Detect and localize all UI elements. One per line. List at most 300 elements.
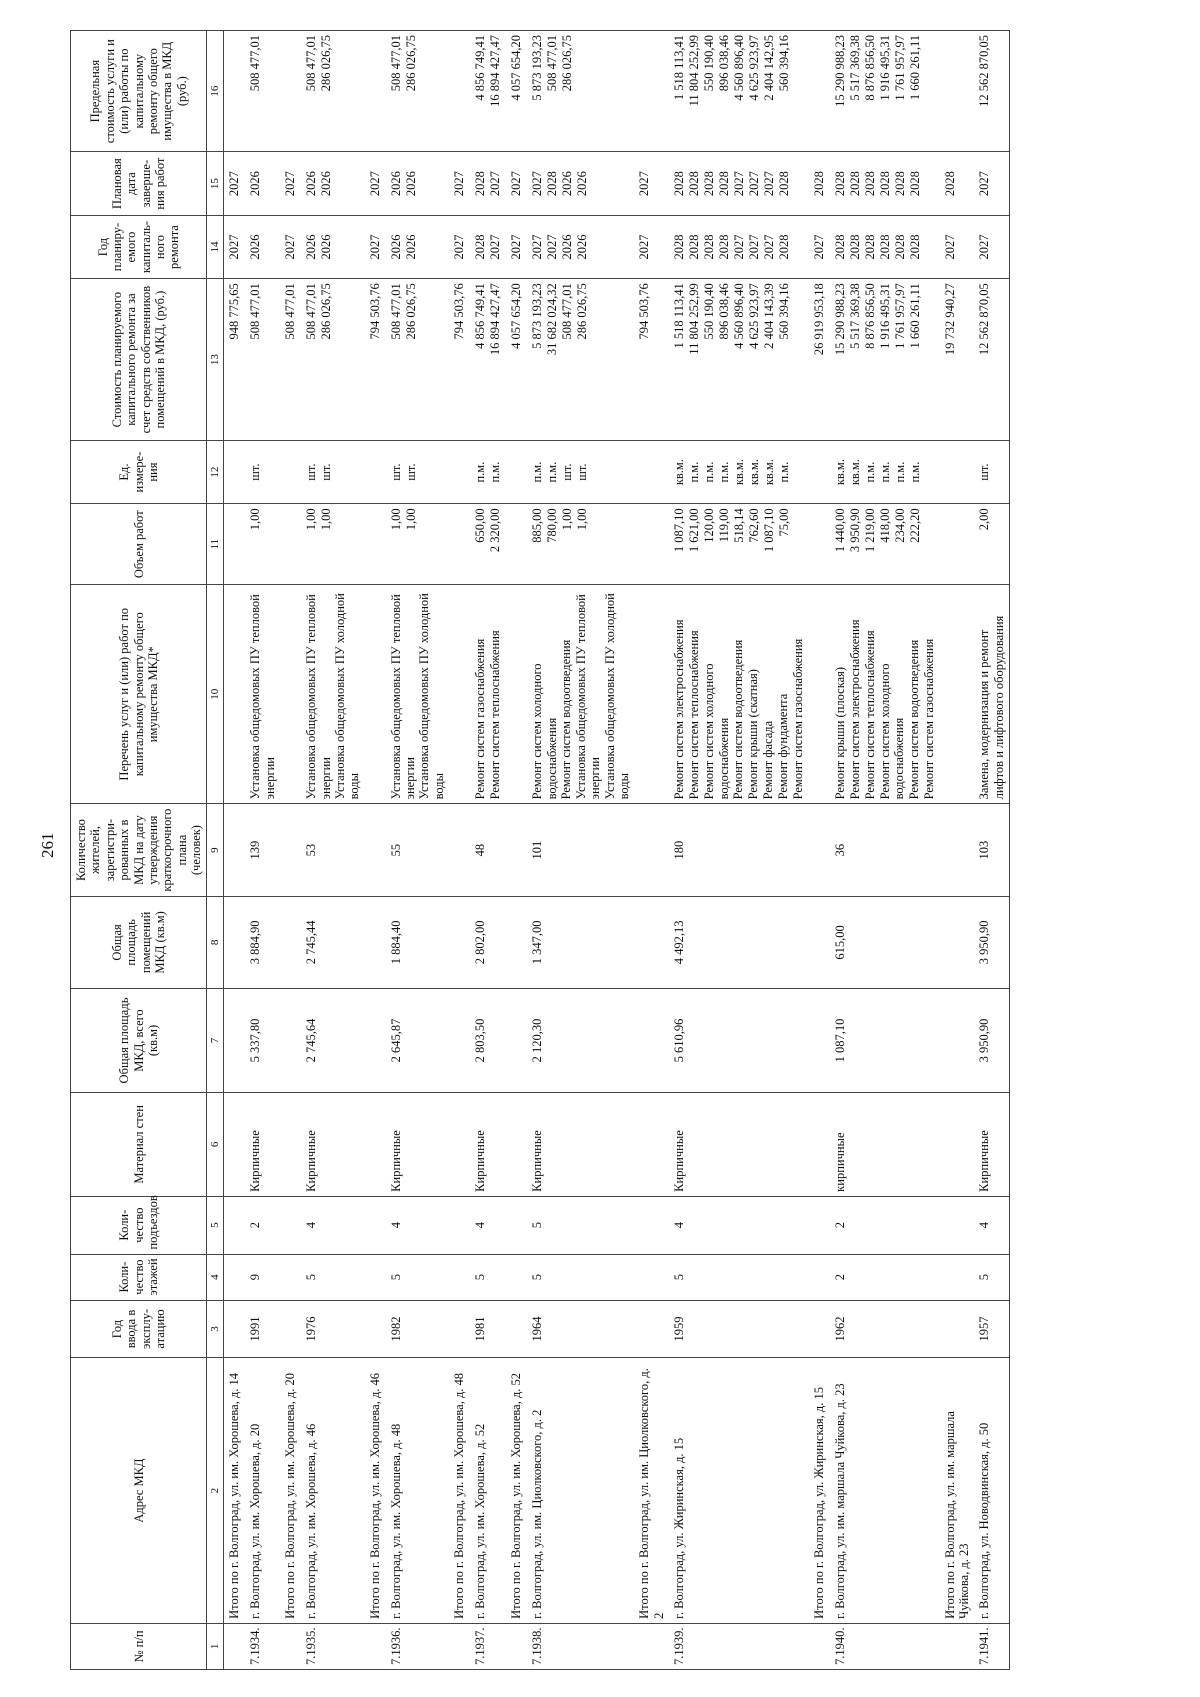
year-built-cell: 1957 [974,1300,1009,1358]
unit-cell-line: п.м. [545,461,560,483]
wall-material-cell [449,1092,470,1196]
limit-cost-cell [506,31,527,152]
cost-cell [527,279,634,441]
unit-cell-line: п.м. [702,461,717,483]
living-area-cell: 1 884,40 [386,896,450,988]
residents-cell: 48 [470,804,506,896]
completion-date-cell [301,152,365,215]
completion-date-cell-line: 2026 [319,171,334,197]
address-cell [449,1358,470,1623]
completion-date-cell [245,152,280,215]
total-area-cell [809,989,830,1093]
limit-cost-cell-line: 4 856 749,41 [473,35,488,101]
cost-cell-line: 5 873 193,23 [530,283,545,349]
residents-cell [940,804,975,896]
works-cell [301,585,365,804]
unit-cell [386,440,450,503]
address-cell [245,1358,280,1623]
living-area-cell [506,896,527,988]
subtotal-row [449,31,470,1670]
limit-cost-cell-line: 12 562 870,05 [977,35,992,107]
row-number [449,1623,470,1669]
repair-year-cell-line: 2028 [672,234,687,260]
volume-cell [365,504,386,585]
limit-cost-cell-line: 1 660 261,11 [907,35,922,101]
address-cell-line: Итого по г. Волгоград, ул. им. Хорошева, д. 20 [283,1372,298,1619]
total-area-cell [365,989,386,1093]
header-cell: Перечень услуг и (или) работ по капитальному ремонту общего имущества МКД* [71,585,207,804]
wall-material-cell [224,1092,246,1196]
cost-cell-line: 508 477,01 [304,283,319,340]
address-cell [301,1358,365,1623]
unit-cell [940,440,975,503]
cost-cell-line: 1 660 261,11 [907,283,922,349]
rotated-table-container [70,30,1200,1670]
address-cell [224,1358,246,1623]
floors-cell: 9 [245,1254,280,1300]
repair-year-cell [634,215,669,278]
volume-cell-line: 780,00 [545,508,560,543]
works-cell [809,585,830,804]
column-number: 15 [207,152,224,215]
row-number [365,1623,386,1669]
volume-cell-line: 1 621,00 [687,508,702,553]
works-cell-line: Ремонт систем теплоснабжения [862,630,877,800]
column-number: 4 [207,1254,224,1300]
volume-cell-line: 1,00 [560,508,575,531]
total-area-cell [634,989,669,1093]
header-cell: Ед. измере-ния [71,440,207,503]
volume-cell [634,504,669,585]
volume-cell-line: 1,00 [304,508,319,531]
total-area-cell: 1 087,10 [830,989,940,1093]
volume-cell-line: 2 320,00 [488,508,503,553]
table-row [974,31,1009,1670]
limit-cost-cell-line: 896 038,46 [717,35,732,92]
limit-cost-cell [527,31,634,152]
unit-cell-line: шт. [403,463,418,481]
limit-cost-cell-line: 2 404 142,95 [762,35,777,101]
wall-material-cell: Кирпичные [527,1092,634,1196]
completion-date-cell [830,152,940,215]
completion-date-cell-line: 2028 [687,171,702,197]
works-cell [280,585,301,804]
cost-cell [449,279,470,441]
limit-cost-cell-line: 508 477,01 [304,35,319,92]
header-cell: Адрес МКД [71,1358,207,1623]
row-number: 7.1940. [830,1623,940,1669]
row-number: 7.1938. [527,1623,634,1669]
total-area-cell: 5 610,96 [669,989,809,1093]
entrances-cell: 4 [301,1196,365,1254]
table-row [301,31,365,1670]
repair-year-cell-line: 2026 [388,234,403,260]
table-row [669,31,809,1670]
volume-cell [506,504,527,585]
row-number: 7.1934. [245,1623,280,1669]
table-row [830,31,940,1670]
floors-cell [449,1254,470,1300]
row-number [940,1623,975,1669]
completion-date-cell-line: 2026 [403,171,418,197]
completion-date-cell-line: 2028 [717,171,732,197]
repair-year-cell-line: 2028 [892,234,907,260]
header-cell: Год ввода в эксплу-атацию [71,1300,207,1358]
works-cell-line: Ремонт систем холодного водоснабжения [702,663,731,800]
volume-cell [224,504,246,585]
volume-cell-line: 1 087,10 [672,508,687,553]
unit-cell [280,440,301,503]
living-area-cell: 3 884,90 [245,896,280,988]
cost-cell-line: 1 916 495,31 [877,283,892,349]
row-number: 7.1937. [470,1623,506,1669]
address-cell [669,1358,809,1623]
unit-cell [809,440,830,503]
column-number: 6 [207,1092,224,1196]
living-area-cell [809,896,830,988]
volume-cell-line: 1,00 [319,508,334,531]
subtotal-row [280,31,301,1670]
limit-cost-cell-line: 508 477,01 [388,35,403,92]
living-area-cell: 1 347,00 [527,896,634,988]
living-area-cell [365,896,386,988]
address-cell [527,1358,634,1623]
repair-year-cell-line: 2027 [452,234,467,260]
wall-material-cell [809,1092,830,1196]
limit-cost-cell [669,31,809,152]
repair-year-cell-line: 2026 [304,234,319,260]
limit-cost-cell-line: 508 477,01 [545,35,560,92]
volume-cell [470,504,506,585]
unit-cell [449,440,470,503]
works-cell-line: Ремонт систем теплоснабжения [687,630,702,800]
cost-cell-line: 286 026,75 [403,283,418,340]
limit-cost-cell-line: 286 026,75 [403,35,418,92]
residents-cell [449,804,470,896]
completion-date-cell-line: 2028 [942,171,957,197]
works-cell-line: Ремонт фасада [760,720,775,800]
residents-cell: 139 [245,804,280,896]
completion-date-cell-line: 2027 [488,171,503,197]
works-cell-line: Установка общедомовых ПУ холодной воды [332,593,362,800]
works-cell [634,585,669,804]
completion-date-cell [386,152,450,215]
entrances-cell [280,1196,301,1254]
volume-cell [940,504,975,585]
wall-material-cell: Кирпичные [470,1092,506,1196]
repair-year-cell [830,215,940,278]
works-cell-line: Установка общедомовых ПУ холодной воды [602,593,631,800]
completion-date-cell-line: 2028 [832,171,847,197]
cost-cell-line: 508 477,01 [283,283,298,340]
residents-cell [506,804,527,896]
repair-year-cell [386,215,450,278]
wall-material-cell [365,1092,386,1196]
column-number: 7 [207,989,224,1093]
works-cell-line: Ремонт систем теплоснабжения [488,630,503,800]
limit-cost-cell [245,31,280,152]
limit-cost-cell-line: 5 517 369,38 [847,35,862,101]
living-area-cell: 615,00 [830,896,940,988]
address-cell [809,1358,830,1623]
cost-cell-line: 4 560 896,40 [732,283,747,349]
address-cell-line: Итого по г. Волгоград, ул. им. Хорошева, д. 46 [367,1372,382,1619]
limit-cost-cell [940,31,975,152]
table-row [527,31,634,1670]
unit-cell [224,440,246,503]
repair-year-cell-line: 2027 [762,234,777,260]
floors-cell: 5 [974,1254,1009,1300]
completion-date-cell [527,152,634,215]
repair-year-cell [506,215,527,278]
unit-cell-line: шт. [248,463,263,481]
repair-year-cell [940,215,975,278]
limit-cost-cell-line: 16 894 427,47 [488,35,503,107]
volume-cell [449,504,470,585]
limit-cost-cell [634,31,669,152]
works-cell-line: Ремонт систем газоснабжения [473,638,488,800]
completion-date-cell-line: 2026 [388,171,403,197]
volume-cell-line: 518,14 [732,508,747,543]
unit-cell [830,440,940,503]
header-cell: Количество жителей, зарегистри-рованных в МКД на дату утверждения краткосрочного плана (человек) [71,804,207,896]
header-cell: Предельная стоимость услуги и (или) работы по капитальному ремонту общего имущества в МКД (руб.) [71,31,207,152]
cost-cell-line: 794 503,76 [452,283,467,340]
row-number [506,1623,527,1669]
cost-cell-line: 508 477,01 [388,283,403,340]
living-area-cell [224,896,246,988]
cost-cell [506,279,527,441]
entrances-cell [365,1196,386,1254]
volume-cell-line: 1,00 [248,508,263,531]
wall-material-cell: кирпичные [830,1092,940,1196]
cost-cell-line: 4 625 923,97 [747,283,762,349]
completion-date-cell-line: 2027 [367,171,382,197]
floors-cell [940,1254,975,1300]
living-area-cell [940,896,975,988]
header-cell: Материал стен [71,1092,207,1196]
completion-date-cell-line: 2028 [877,171,892,197]
repair-year-cell-line: 2028 [717,234,732,260]
year-built-cell [224,1300,246,1358]
completion-date-cell [470,152,506,215]
unit-cell [245,440,280,503]
cost-cell-line: 5 517 369,38 [847,283,862,349]
row-number [280,1623,301,1669]
header-cell: № п/п [71,1623,207,1669]
volume-cell-line: 2,00 [977,508,992,531]
year-built-cell [506,1300,527,1358]
floors-cell: 5 [301,1254,365,1300]
works-cell-line: Установка общедомовых ПУ тепловой энергии [248,594,277,800]
address-cell-line: Итого по г. Волгоград, ул. Жиринская, д. 15 [811,1386,826,1619]
works-cell-line: Установка общедомовых ПУ тепловой энергии [573,594,603,800]
unit-cell-line: п.м. [862,461,877,483]
row-number: 7.1941. [974,1623,1009,1669]
living-area-cell: 2 745,44 [301,896,365,988]
entrances-cell [940,1196,975,1254]
volume-cell [386,504,450,585]
repair-year-cell [301,215,365,278]
cost-cell-line: 31 682 024,32 [545,283,560,356]
works-cell-line: Ремонт систем газоснабжения [921,638,936,800]
completion-date-cell-line: 2026 [248,171,263,197]
completion-date-cell-line: 2027 [452,171,467,197]
limit-cost-cell [280,31,301,152]
residents-cell: 103 [974,804,1009,896]
volume-cell-line: 650,00 [473,508,488,543]
completion-date-cell-line: 2026 [304,171,319,197]
cost-cell [974,279,1009,441]
column-number: 10 [207,585,224,804]
completion-date-cell-line: 2028 [777,171,792,197]
unit-cell-line: кв.м. [762,459,777,486]
cost-cell [830,279,940,441]
total-area-cell: 2 803,50 [470,989,506,1093]
completion-date-cell [280,152,301,215]
volume-cell-line: 762,60 [747,508,762,543]
works-cell [245,585,280,804]
works-cell-line: Ремонт систем водоотведения [906,639,921,800]
table-body [224,31,1010,1670]
wall-material-cell: Кирпичные [301,1092,365,1196]
column-number: 5 [207,1196,224,1254]
repair-year-cell-line: 2027 [509,234,524,260]
works-cell [940,585,975,804]
wall-material-cell: Кирпичные [245,1092,280,1196]
header-cell: Общая площадь помещений МКД (кв.м) [71,896,207,988]
completion-date-cell-line: 2028 [811,171,826,197]
total-area-cell [224,989,246,1093]
total-area-cell [449,989,470,1093]
table-row [470,31,506,1670]
repair-year-cell [809,215,830,278]
address-cell-line: г. Волгоград, ул. им. Хорошева, д. 52 [473,1423,488,1619]
limit-cost-cell-line: 286 026,75 [560,35,575,92]
works-cell [830,585,940,804]
subtotal-row [365,31,386,1670]
wall-material-cell [506,1092,527,1196]
year-built-cell: 1981 [470,1300,506,1358]
year-built-cell: 1964 [527,1300,634,1358]
year-built-cell: 1962 [830,1300,940,1358]
column-number: 13 [207,279,224,441]
repair-year-cell [280,215,301,278]
completion-date-cell-line: 2027 [283,171,298,197]
limit-cost-cell-line: 15 290 988,23 [832,35,847,107]
repair-year-cell-line: 2028 [777,234,792,260]
cost-cell-line: 11 804 252,99 [687,283,702,355]
address-cell-line: Итого по г. Волгоград, ул. им. Хорошева, д. 14 [227,1372,242,1619]
unit-cell [527,440,634,503]
cost-cell-line: 1 761 957,97 [892,283,907,349]
works-cell-line: Ремонт систем электроснабжения [847,619,862,800]
address-cell-line: Итого по г. Волгоград, ул. им. Циолковского, д. 2 [637,1368,666,1619]
works-cell-line: Ремонт фундамента [775,693,790,800]
header-cell: Объем работ [71,504,207,585]
completion-date-cell-line: 2028 [847,171,862,197]
completion-date-cell [365,152,386,215]
residents-cell: 101 [527,804,634,896]
wall-material-cell [280,1092,301,1196]
works-cell-line: Ремонт систем водоотведения [558,639,573,800]
total-area-cell: 2 120,30 [527,989,634,1093]
volume-cell-line: 222,20 [907,508,922,543]
entrances-cell [506,1196,527,1254]
volume-cell-line: 1 219,00 [862,508,877,553]
limit-cost-cell-line: 4 560 896,40 [732,35,747,101]
header-row [71,31,207,1670]
address-cell [280,1358,301,1623]
cost-cell-line: 560 394,16 [777,283,792,340]
completion-date-cell-line: 2028 [702,171,717,197]
subtotal-row [224,31,246,1670]
entrances-cell: 2 [830,1196,940,1254]
completion-date-cell [449,152,470,215]
cost-cell [386,279,450,441]
limit-cost-cell-line: 11 804 252,99 [687,35,702,107]
column-number: 3 [207,1300,224,1358]
entrances-cell [809,1196,830,1254]
floors-cell: 5 [470,1254,506,1300]
limit-cost-cell-line: 1 518 113,41 [672,35,687,101]
header-cell: Коли-чество этажей [71,1254,207,1300]
completion-date-cell-line: 2028 [473,171,488,197]
table-row [386,31,450,1670]
floors-cell [224,1254,246,1300]
repair-year-cell [449,215,470,278]
volume-cell-line: 1,00 [575,508,590,531]
unit-cell [634,440,669,503]
works-cell-line: Установка общедомовых ПУ тепловой энергии [304,594,333,800]
repair-year-cell-line: 2028 [877,234,892,260]
limit-cost-cell-line: 4 625 923,97 [747,35,762,101]
address-cell-line: г. Волгоград, ул. им. Хорошева, д. 46 [304,1423,319,1619]
completion-date-cell [506,152,527,215]
limit-cost-cell-line: 560 394,16 [777,35,792,92]
entrances-cell: 2 [245,1196,280,1254]
cost-cell-line: 26 919 953,18 [811,283,826,356]
unit-cell [506,440,527,503]
total-area-cell: 2 745,64 [301,989,365,1093]
repair-year-cell [245,215,280,278]
repair-year-cell-line: 2027 [367,234,382,260]
volume-cell-line: 75,00 [777,508,792,537]
volume-cell [669,504,809,585]
year-built-cell [940,1300,975,1358]
volume-cell-line: 885,00 [530,508,545,543]
header-cell: Общая площадь МКД, всего (кв.м) [71,989,207,1093]
completion-date-cell-line: 2026 [560,171,575,197]
capital-repair-table [70,30,1010,1670]
residents-cell: 180 [669,804,809,896]
address-cell-line: Итого по г. Волгоград, ул. им. Хорошева, д. 48 [452,1372,467,1619]
year-built-cell [809,1300,830,1358]
address-cell [830,1358,940,1623]
address-cell-line: г. Волгоград, ул. им. Хорошева, д. 48 [388,1423,403,1619]
row-number: 7.1935. [301,1623,365,1669]
address-cell-line: г. Волгоград, ул. им. Хорошева, д. 20 [248,1423,263,1619]
repair-year-cell-line: 2027 [530,234,545,260]
wall-material-cell [634,1092,669,1196]
limit-cost-cell [365,31,386,152]
floors-cell: 5 [527,1254,634,1300]
limit-cost-cell [809,31,830,152]
cost-cell [301,279,365,441]
volume-cell [245,504,280,585]
column-number: 8 [207,896,224,988]
wall-material-cell: Кирпичные [386,1092,450,1196]
